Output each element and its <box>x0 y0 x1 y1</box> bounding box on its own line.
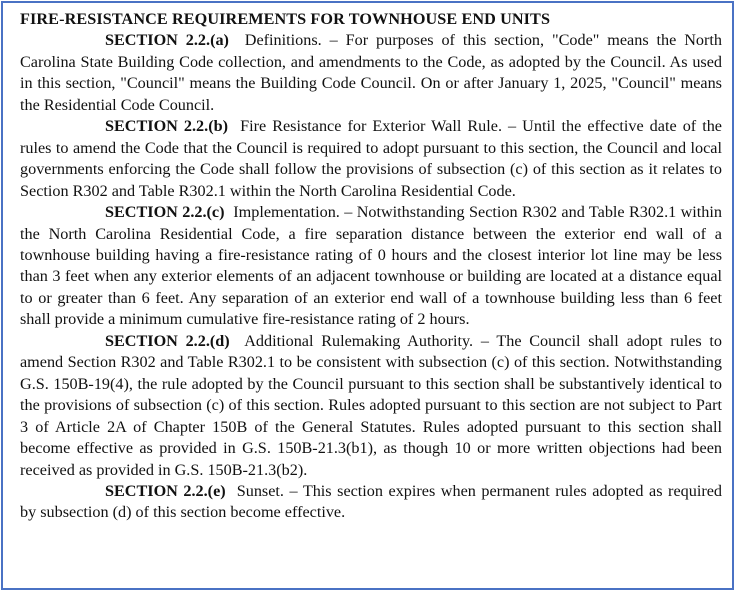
section-text: Additional Rulemaking Authority. – The Council shall adopt rules to amend Section R302 and Table R302.1 to be consistent with subsection (c) of this section. Notwithstanding G.S. 150B-19(4), the rule adopted by the Council pursuant to this section shall be substantively identical to the provisions of subsection (c) of this section. Rules adopted pursuant to this section are not subject to Part 3 of Article 2A of Chapter 150B of the General Statutes. Rules adopted pursuant to this section shall become effective as provided in G.S. 150B-21.3(b1), as though 10 or more written objections had been received as provided in G.S. 150B-21.3(b2). <box>20 331 722 479</box>
section-text: Sunset. – This section expires when permanent rules adopted as required by subsection (d) of this section become effective. <box>20 481 722 522</box>
section-text: Fire Resistance for Exterior Wall Rule. – Until the effective date of the rules to amend the Code that the Council is required to adopt pursuant to this section, the Council and local governments enforcing the Code shall follow the provisions of subsection (c) of this section as it relates to Section R302 and Table R302.1 within the North Carolina Residential Code. <box>20 117 722 200</box>
section-2-2-e <box>20 481 722 524</box>
document-body <box>20 9 722 524</box>
section-text: Implementation. – Notwithstanding Section R302 and Table R302.1 within the North Carolina Residential Code, a fire separation distance between the exterior end wall of a townhouse building having a fire-resistance rating of 0 hours and the closest interior lot line may be less than 3 feet when any exterior elements of an adjacent townhouse or building are located at a distance equal to or greater than 6 feet. Any separation of an exterior end wall of a townhouse building less than 6 feet shall provide a minimum cumulative fire-resistance rating of 2 hours. <box>20 203 722 329</box>
section-text: Definitions. – For purposes of this section, "Code" means the North Carolina State Building Code collection, and amendments to the Code, as adopted by the Council. As used in this section, "Council" means the Building Code Council. On or after January 1, 2025, "Council" means the Residential Code Council. <box>20 31 723 114</box>
section-2-2-d <box>20 331 722 481</box>
document-title: FIRE-RESISTANCE REQUIREMENTS FOR TOWNHOUSE END UNITS <box>20 10 551 28</box>
section-2-2-b <box>20 116 722 202</box>
section-2-2-c <box>20 202 722 331</box>
section-label: SECTION 2.2.(c) <box>105 203 225 222</box>
section-label: SECTION 2.2.(d) <box>105 331 230 350</box>
section-label: SECTION 2.2.(b) <box>105 117 228 136</box>
section-label: SECTION 2.2.(a) <box>105 31 229 50</box>
section-2-2-a <box>20 30 722 116</box>
section-label: SECTION 2.2.(e) <box>105 481 226 500</box>
